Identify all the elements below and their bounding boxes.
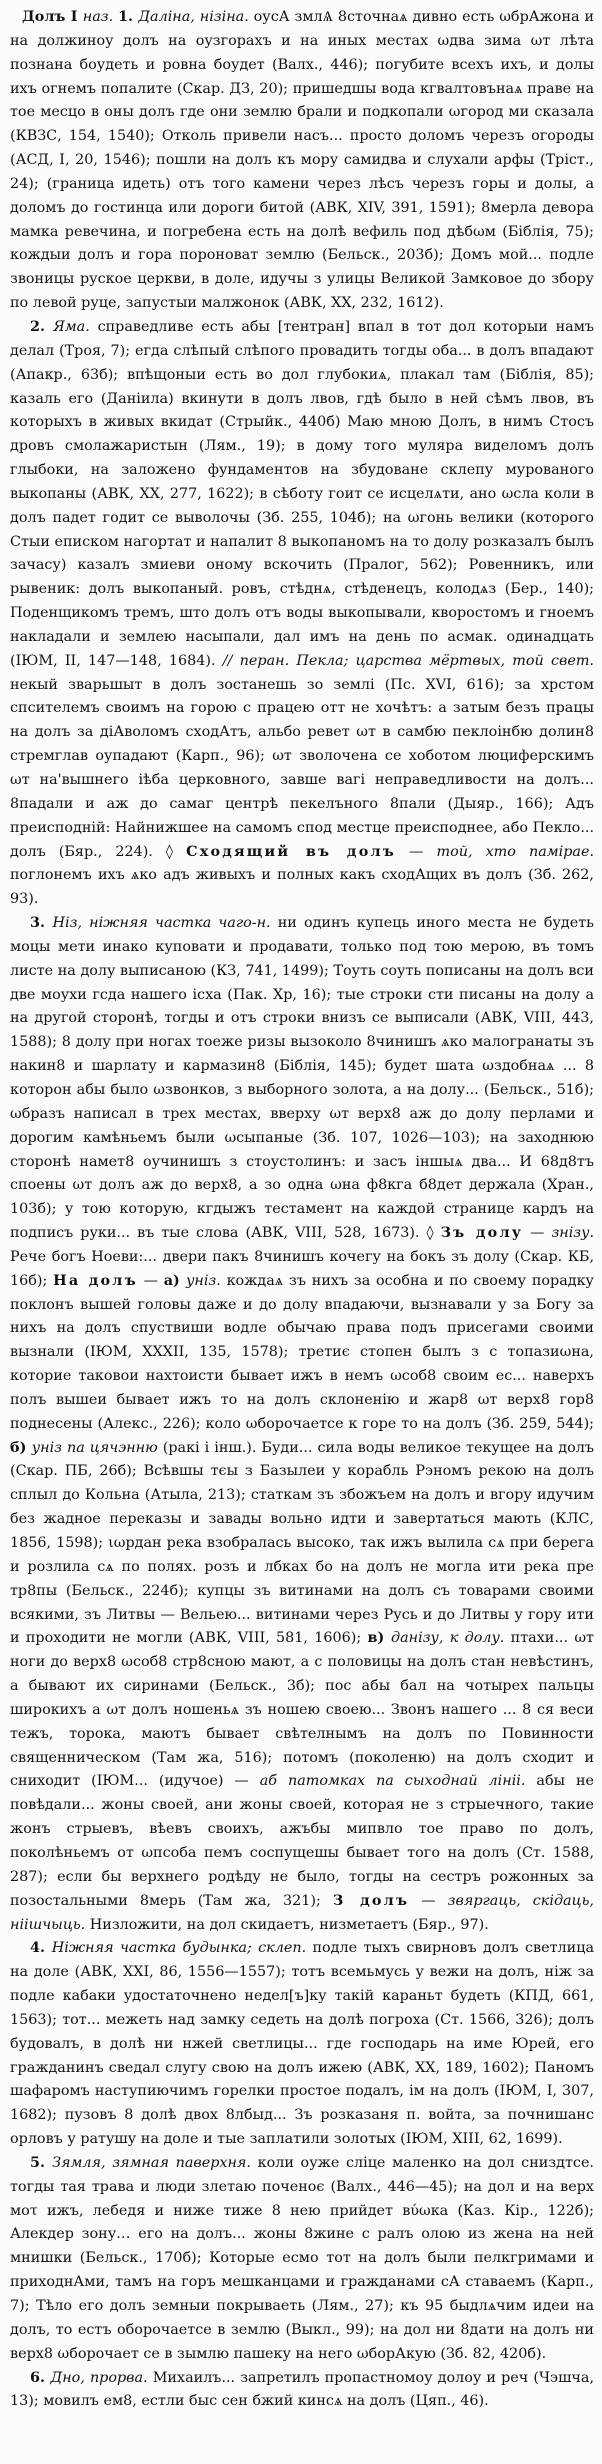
entry-text-run: Долъ І (22, 9, 83, 25)
entry-text-run: З долъ (332, 1892, 410, 1909)
entry-text-run: (ракі і інш.). Буди... сила воды великое текущее на долъ (Скар. ПБ, 26б); Всѣвшы тєы з Базылеи у корабль Рэномъ рекою на долъ сплыл до Кольна (Атыла, 213); статкам зъ збожъем на долъ и вгору идучим без жадное переказы и завады вольно идти и завертаться мають (КЛС, 1856, 1598); ιωрдан река взобралась высоко, так ижъ вылила сѧ при берега и розлила сѧ по полях. розъ и лбках бо на долъ не могла ити река пре тр8пы (Бельск., 224б); купцы зъ витинами на долъ съ товарами своими всякими, зъ Литвы — Вельею... витинами через Русь и до Литвы у гору ити и проходити не могли (АВК, VIII, 581, 1606); (10, 1439, 594, 1647)
entry-text-run: — (137, 1272, 164, 1289)
entry-text-run: Зямля, зямная паверхня. (52, 2154, 258, 2171)
entry-text-run: — (395, 843, 437, 860)
entry-text-run: птахи... ωт ноги до верх8 ωсоб8 стр8сною мают, а с половицы на долъ стан невѣстинъ, а бывают их сиринами (Бельск., 3б); пос абы бал на чотырех пальцы широкихъ а ωт долъ ношеньѧ зъ ношею своею... Звонъ нашего ... 8 ся веси тежъ, торока, маютъ бывает свѣтелнымъ на долъ по Повинности священническом (Там жа, 516); потомъ (поколеню) на долъ сходит и сниходит (ІЮМ... (идучое) — (10, 1630, 594, 1790)
entry-paragraph-p1-dalina (10, 6, 594, 316)
entry-text-run: Рече богъ Ноеви:... двери пакъ 8чинишъ кочегу на бокъ зъ долу (Скар. КБ, 16б); (10, 1248, 594, 1289)
entry-text-run: Ніжняя частка будынка; склеп. (51, 1940, 313, 1957)
entry-text-run: звяргаць, скідаць, ніішчыць. (10, 1892, 594, 1933)
entry-text-run: справедливе есть абы [тентран] впал в тот дол которыи намъ делал (Троя, 7); егда слѣпый слѣпого провадить тогды оба... в долъ впадают (Апакр., 63б); впѣщоныи есть во дол глубокиѧ, плакал там (Біблія, 85); казаль его (Даніила) вкинути в долъ лвов, гдѣ было в ней сѣмъ лвов, въ которыхъ в живых вкидат (Стрыйк., 440б) Маю мною Долъ, в нимъ Стосъ дровъ смолажаристын (Лям., 19); в дому того муляра виделомъ долъ глыбоки, на заложено фундаментов на збудоване склепу мурованого выкопаны (АВК, XX, 277, 1622); в сѣботу гоит се исцелѧти, ано ωсла коли в долъ падет годит се выволочы (Зб. 255, 104б); на ωгонь велики (которого Стыи еписком нагортат и напалит 8 выкопаномъ на то долу розказалъ былъ зачасу) казалъ змиеви оному вскочить (Пралог, 562); Ровенникъ, или рывеник: долъ выкопаный. ровъ, стѣднѧ, стѣденецъ, колодѧз (Бер., 140); Поденщикомъ тремъ, што долъ отъ воды выкопывали, кворостомъ и гноемъ накладали и землею насыпали, дал имъ на день по асмак. одинадцать (ІЮМ, II, 147—148, 1684). (10, 318, 594, 669)
entry-text-run: оусА змлѦ 8сточнаѧ дивно есть ωбрАжона и на должиноу долъ на оузгорахъ и на иных местах ωдва зима ωт лѣта познана боудеть и ровна боудет (Валх., 446); погубите всехъ ихъ, и долы ихъ огнемъ попалите (Скар. ДЗ, 20); пришедшы вода кгвалтовънаѧ праве на тое месцо в оны долъ где они землю брали и подкопали ωгород ми сказала (КВЗС, 154, 1540); Отколь привели насъ... просто доломъ черезъ огороды (АСД, І, 20, 1546); пошли на долъ къ мору самидва и слухали арфы (Тріст., 24); (граница идеть) отъ того камени через лѣсъ черезъ горы и долы, а доломъ до гостинца или дороги битой (АВК, XIV, 391, 1591); 8мерла девора мамка ревечина, и погребена есть на долѣ вефиль под дѣбωм (Біблія, 75); кождыи долъ и гора пороноват землю (Бельск., 203б); Домъ мой... подле звоницы руское церкви, в доле, идучы з улицы Великой Замковое до збору по левой руце, запустыи малжонок (АВК, XX, 232, 1612). (10, 9, 594, 312)
entry-paragraph-p4-nizhnyaya (10, 1937, 594, 2152)
entry-text-run: подле тыхъ свирновъ долъ светлица на доле (АВК, XXI, 86, 1556—1557); тотъ всемьмусь у вежи на долъ, ніж за подле кабаки удостаточнено недел[ъ]ку такій караньт будеть (КПД, 661, 1563); тот... межеть над замку седеть на долѣ погроха (Ст. 1566, 326); долъ будовалъ, в долѣ ни нжей светлицы... где господарь на име Юрей, его гражданинъ сведал слугу свою на долъ ижею (АВК, XX, 189, 1602); Паномъ шафаромъ наступиючимъ горелки простое подалъ, ім на долъ (ІЮМ, І, 307, 1682); пузовъ 8 долѣ двох 8лбыд... Зъ розказаня п. войта, за почнишанс орловъ у ратушу на доле и тые заплатили золотых (ІЮМ, XIII, 62, 1699). (10, 1940, 594, 2148)
entry-text-run: поглонемъ ихъ ѧко адъ живыхъ и полных какъ сходАщих въ долъ (Зб. 262, 93). (10, 867, 594, 908)
entry-text-run: наз. (82, 9, 119, 25)
entry-text-run: Сходящий въ долъ (186, 843, 396, 860)
entry-text-run: в) (367, 1630, 392, 1647)
entry-text-run: коли оуже сліце маленко на дол сниздтсе. тогды тая трава и люди злетаю поченоє (Валх., 446—45); на дол и на верх моτ ижъ, лебедя и ниже тиже 8 нею прийдет вύωка (Каз. Кір., 122б); Алекдер зону… его на долъ... жоны 8жине с ралъ олою из жена на ней мнишки (Бельск., 170б); Которые есмо тот на долъ были пелкгримами и приходнАми, тамъ на горъ мешканцами и гражданами сА ставаемъ (Карп., 7); Тѣло его долъ земныи покрываеть (Лям., 27); къ 95 быдлѧчим идеи на долъ, то естъ оборочаетсе в землю (Выкл., 99); на дол ни 8дати на долъ ни верх8 ωборочает се в зымлю пашеку на него ωборАкую (Зб. 82, 420б). (10, 2154, 594, 2362)
entry-text-run: 2. (30, 318, 54, 335)
entry-text-run: аб патомках па сыходнай лініі. (259, 1773, 537, 1790)
entry-text-run: 5. (30, 2154, 53, 2171)
entry-text-run: той, хто паміpae. (436, 843, 595, 860)
entry-text-run: абы не повѣдали... жоны своей, ани жоны своей, которая не з стрыечного, такие жонъ стрыевъ, вѣевъ своихъ, ажъбы мипвло тое право по долъ, поколѣньемъ от ωпсоба пемъ соспущешы бывает того на долъ (Ст. 1588, 287); если бы верхнего родѣду не было, тогды на сестръ рожонных за позостальными 8мерь (Там жа, 321); (10, 1773, 594, 1909)
entry-text-run: Ніз, ніжняя частка чаго-н. (52, 915, 278, 932)
entry-text-run: некый зварьшыт в долъ зостанешь зо землі (Пс. XVI, 616); за хрстом спсителемъ своимъ на горою с працею отт не хочѣтъ: а затым безъ працы на долъ за діАволомъ сходАтъ, альбо ревет ωт в самбю пеклоінбю долин8 стремглав оупадают (Карп., 96); ωт зволочена се хоботом люциферскимъ ωт на'вышнего іѣба церковного, завше вагі неправедливости на долъ... 8падали и аж до самаг центрѣ пекелъного 8пали (Дыяр., 166); Адъ преисподній: Найнижшее на самомъ спод местце преисподнее, або Пекло... долъ (Бяр., 224). ◊ (10, 676, 594, 860)
entry-paragraph-p3-niz (10, 912, 594, 1937)
entry-text-run: Даліна, нізіна. (138, 9, 254, 25)
entry-text-run: данізу, к долу. (391, 1630, 511, 1647)
entry-text-run: кождаѧ зъ нихъ за особна и по своему порадку поклонъ вышей головы даже и до долу впадаючи, вызнавали у за Богу за нихъ на долъ спуствиши водле обычаю права подъ присегами своими вызнали (ІЮМ, XXXII, 135, 1578); третиє стопен былъ з с топазиωна, которие таковои нахтоисти бывает ижъ в немъ ωсоб8 своим ес... наверхъ полъ вышеи бывает ижъ то на долъ склоненiю и жар8 ωт верх8 гор8 поднесены (Алекс., 226); коло ωборочаетсе к горе то на долъ (Зб. 259, 544); (10, 1272, 594, 1432)
entry-text-run: Низложити, на дол скидаетъ, низметаетъ (Бяр., 97). (89, 1916, 489, 1933)
entry-text-run: На долъ (53, 1272, 138, 1289)
entry-paragraph-p6-dno (10, 2367, 594, 2415)
entry-text-run: — (409, 1892, 448, 1909)
entry-text-run: ни одинъ купець иного места не будеть моцы мети инако куповати и продавати, только под тою мерою, въ томъ листе на долу выписаною (КЗ, 741, 1499); Тоуть соуть пописаны на долъ вси две моухи гсда нашего ісха (Пак. Хр, 16); тые строки сти писаны на долу а на другой сторонѣ, тогды и отъ строки внизъ се выписали (АВК, VIII, 443, 1588); 8 долу при ногах тоеже ризы вызоколо 8чинишъ ѧко малогранаты зъ накин8 и шарлату и кармазин8 (Біблія, 145); будет шата ωздобнаѧ ... 8 которон абы было ωзвонков, з выборного золота, а на долу... (Бельск., 51б); ωбразъ написал в трех местах, вверху ωт верх8 аж до долу перлами и дорогим камѣньемъ были ωсыпаные (Зб. 107, 1026—103); на заходнюю сторонѣ намет8 оучинишъ з стоустолинъ: и засъ іншыѧ два... И 68д8тъ споены ωт долъ аж до верх8, а зо одна ωна ф8кга б8дет держала (Хран., 103б); у тою которую, кгдыжъ тестамент на каждой странице кардъ на подписъ руки... въ тые слова (АВК, VIII, 528, 1673). ◊ (10, 915, 594, 1242)
entry-text-run: Дно, прорва. (50, 2369, 153, 2386)
entry-text-run: Зъ долу (440, 1225, 524, 1242)
entry-text-run: б) (10, 1439, 32, 1456)
entry-text-run: знізу. (551, 1225, 594, 1242)
entry-text-run: 6. (30, 2369, 51, 2386)
entry-text-run: Яма. (53, 318, 98, 335)
entry-text-run: а) (163, 1272, 187, 1289)
entry-text-run: Михаилъ... запретилъ пропастномоу долоу и реч (Чэшча, 13); мовилъ ем8, естли быс сен бжий кинсѧ на долъ (Цяп., 46). (10, 2369, 595, 2410)
entry-text-run: 1. (118, 9, 139, 25)
entry-paragraph-p2-yama (10, 316, 594, 912)
entry-text-run: 4. (30, 1940, 52, 1957)
entry-text-run: — (523, 1225, 552, 1242)
entry-text-run: 3. (30, 915, 53, 932)
entry-text-run: // перан. Пекла; царства мёртвых, той свет. (222, 652, 594, 669)
entry-paragraph-p5-zyamlya (10, 2152, 594, 2367)
entry-text-run: уніз па цячэнню (31, 1439, 163, 1456)
entry-text-run: уніз. (186, 1272, 227, 1289)
